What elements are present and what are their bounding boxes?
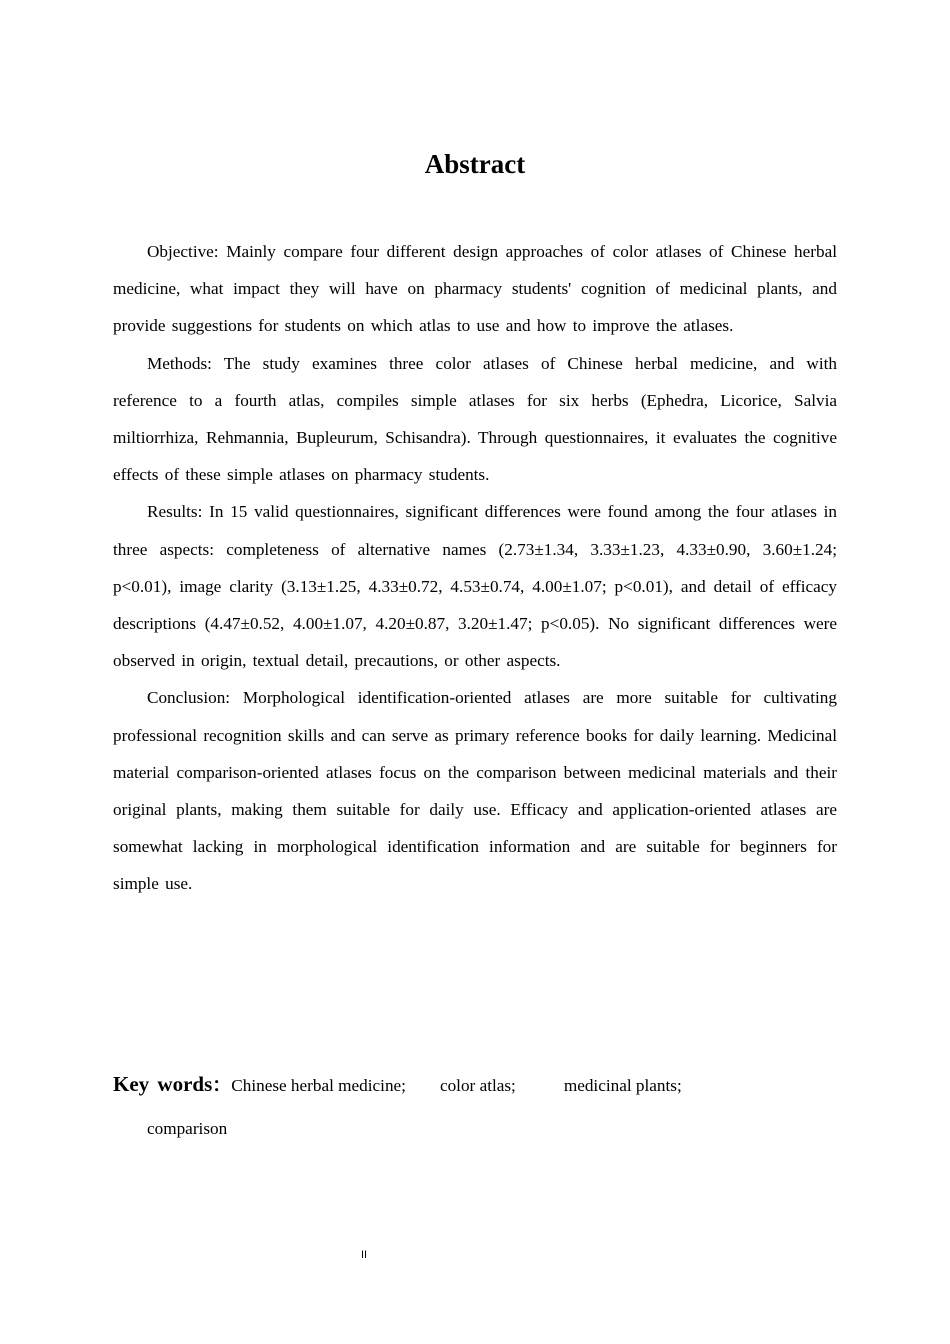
- keyword-term: color atlas;: [439, 1076, 516, 1095]
- conclusion-paragraph: Conclusion: Morphological identification-oriented atlases are more suitable for cultivating professional recognition skills and can serve as primary reference books for daily learning. Medicinal material comparison-oriented atlases focus on the comparison between medicinal materials and their original plants, making them suitable for daily use. Efficacy and application-oriented atlases are somewhat lacking in morphological identification information and are suitable for beginners for simple use.: [113, 688, 837, 894]
- objective-paragraph: Objective: Mainly compare four different design approaches of color atlases of Chinese herbal medicine, what impact they will have on pharmacy students' cognition of medicinal plants, and provide suggestions for students on which atlas to use and how to improve the atlases.: [113, 242, 837, 336]
- keyword-term: medicinal plants;: [563, 1076, 682, 1095]
- keywords-line: [113, 1066, 837, 1102]
- results-paragraph: Results: In 15 valid questionnaires, significant differences were found among the four atlases in three aspects: completeness of alternative names (2.73±1.34, 3.33±1.23, 4.33±0.90, 3.60±1.24; p<0.01), image clarity (3.13±1.25, 4.33±0.72, 4.53±0.74, 4.00±1.07; p<0.01), and detail of efficacy descriptions (4.47±0.52, 4.00±1.07, 4.20±0.87, 3.20±1.47; p<0.05). No significant differences were observed in origin, textual detail, precautions, or other aspects.: [113, 502, 837, 671]
- abstract-body: [113, 233, 837, 903]
- keyword-term: Chinese herbal medicine;: [231, 1076, 406, 1095]
- keywords-colon: ：: [212, 1075, 232, 1096]
- methods-paragraph: Methods: The study examines three color atlases of Chinese herbal medicine, and with reference to a fourth atlas, compiles simple atlases for six herbs (Ephedra, Licorice, Salvia miltiorrhiza, Rehmannia, Bupleurum, Schisandra). Through questionnaires, it evaluates the cognitive effects of these simple atlases on pharmacy students.: [113, 353, 837, 485]
- keyword-term: comparison: [147, 1119, 228, 1138]
- keywords-line-continued: [113, 1114, 837, 1150]
- keywords-label: Key words: [113, 1072, 213, 1096]
- abstract-title: Abstract: [424, 149, 526, 179]
- keywords-section: [113, 1066, 837, 1150]
- page-number: II: [360, 1249, 368, 1261]
